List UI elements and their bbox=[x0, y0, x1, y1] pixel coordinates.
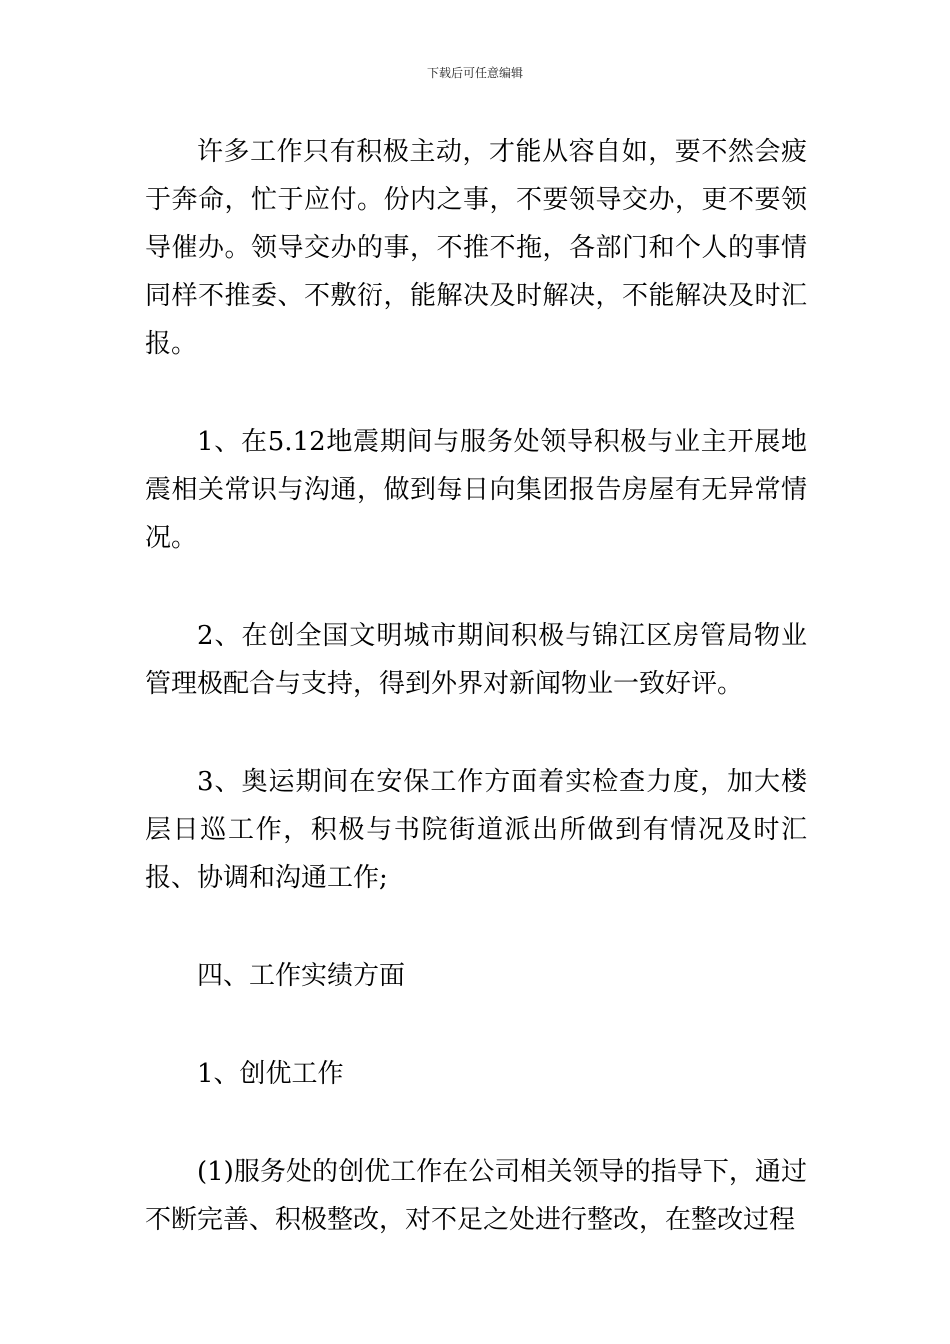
subsection-heading-excellence-work: 1、创优工作 bbox=[197, 1059, 344, 1089]
page-header-note: 下载后可任意编辑 bbox=[426, 66, 523, 80]
paragraph-item-civilized-city: 2、在创全国文明城市期间积极与锦江区房管局物业管理极配合与支持，得到外界对新闻物业一致好评。 bbox=[145, 621, 807, 699]
paragraph-item-earthquake: 1、在5.12地震期间与服务处领导积极与业主开展地震相关常识与沟通，做到每日向集团报告房屋有无异常情况。 bbox=[145, 427, 807, 553]
section-heading-work-achievements: 四、工作实绩方面 bbox=[197, 961, 406, 991]
document-body bbox=[145, 128, 807, 1244]
paragraph-excellence-detail: (1)服务处的创优工作在公司相关领导的指导下，通过不断完善、积极整改，对不足之处进行整改，在整改过程 bbox=[145, 1157, 807, 1235]
paragraph-initiative: 许多工作只有积极主动，才能从容自如，要不然会疲于奔命，忙于应付。份内之事，不要领导交办，更不要领导催办。领导交办的事，不推不拖，各部门和个人的事情同样不推委、不敷衍，能解决及时解决，不能解决及时汇报。 bbox=[145, 137, 807, 359]
paragraph-item-olympics: 3、奥运期间在安保工作方面着实检查力度，加大楼层日巡工作，积极与书院街道派出所做到有情况及时汇报、协调和沟通工作; bbox=[145, 767, 807, 893]
